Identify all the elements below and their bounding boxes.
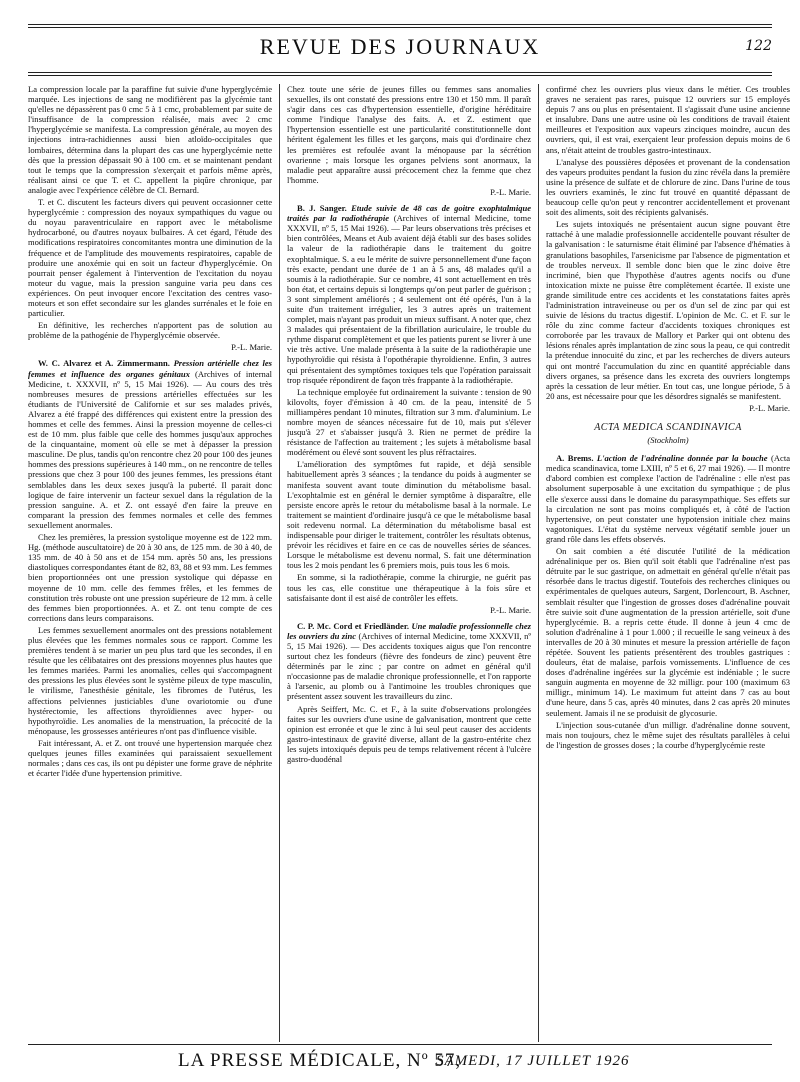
column-3 xyxy=(546,84,790,1042)
journal-section-title: REVUE DES JOURNAUX xyxy=(259,34,541,59)
paragraph: Chez les premières, la pression systolique moyenne est de 122 mm. Hg. (méthode auscultatoire) de 20 à 30 ans, de 125 mm. de 30 à 40, de 135 mm. de 40 à 50 ans et de 154 mm. après 50 ans, les pressions diastoliques correspondantes étant de 82, 83, 88 et 93 mm. Les femmes bien proportionnées ont une pression systolique qui dépasse en moyenne de 10 mm. celle des femmes frêles, et les femmes de constitution très robuste ont une pression supérieure de 12 mm. à celle des femmes bien proportionnées. A. et Z. ont tenu compte de ces corrections dans leurs comparaisons. xyxy=(28,532,272,623)
paragraph: Les femmes sexuellement anormales ont des pressions notablement plus élevées que les femmes normales sous ce rapport. Comme les premières tendent à se marier un peu plus tard que les secondes, il en résulte que les célibataires ont des pressions moyennes plus hautes que les femmes mariées. Parmi les anomalies, celles qui s'accompagnent des pressions les plus élevées sont le système pileux de type masculin, le virilisme, l'anesthésie génitale, les fibromes de l'utérus, les affections pelviennes justiciables d'une ovariotomie ou d'une hystérectomie, les affections thyroïdiennes avec hyper- ou hypothyroïdie. Les anomalies de la menstruation, la précocité de la ménopause, les grossesses antérieures n'ont pas d'influence visible. xyxy=(28,624,272,736)
article-body: (Archives of internal Medicine, tome XXXVII, nº 5, 15 Mai 1926). — Des accidents toxiques aigus que l'on rencontre surtout chez les fondeurs (fièvre des fondeurs de zinc) peuvent être déterminés par le zinc ; par contre on admet en général qu'il n'occasionne pas de maladie chronique professionnelle, et l'on rapporte à l'arsenic, au plomb ou à l'antimoine les troubles chroniques que présentent assez souvent les travailleurs du zinc. xyxy=(287,630,531,702)
paragraph: En somme, si la radiothérapie, comme la chirurgie, ne guérit pas tous les cas, elle constitue une thérapeutique à la fois sûre et satisfaisante dont il est aisé de contrôler les effets. xyxy=(287,572,531,603)
journal-heading: ACTA MEDICA SCANDINAVICA xyxy=(594,422,742,433)
column-2 xyxy=(287,84,531,1042)
author-signature: P.-L. Marie. xyxy=(490,604,531,615)
article-reference xyxy=(546,453,790,544)
article-body: (Archives of internal Medicine, t. XXXVII, nº 5, 15 Mai 1926). — Au cours des très nombreuses mesures de pressions artérielles effectuées sur les étudiants de l'Université de Californie et sur ses malades privés, Alvarez a été frappé des différences qui existent entre la pression des hommes et celle des femmes. Ainsi la pression moyenne de celles-ci est de 10 mm. plus faible que celle des hommes jusqu'aux approches de la cinquantaine, moment où elle se met à dépasser la pression masculine. De plus, tandis qu'on rencontre chez 20 pour 100 des jeunes hommes des pressions supérieures à 140 mm., on ne rencontre de telles pressions que chez 3 pour 100 des jeunes femmes, les pressions étant semblables dans les deux sexes jusqu'à la puberté. Il parait donc logique de faire intervenir un facteur sexuel dans la régulation de la pression sanguine. A. et Z. ont essayé d'en faire la preuve en comparant la pression des femmes normales et celle des femmes sexuellement anormales. xyxy=(28,368,272,530)
paragraph: T. et C. discutent les facteurs divers qui peuvent occasionner cette hyperglycémie : compression des noyaux sympathiques du vague ou du noyau paraventriculaire en rapport avec le métabolisme hydrocarboné, ou d'autres noyaux bulbaires. A cet égard, l'étude des modifications respiratoires concomitantes montra une diminution de la fréquence et de l'amplitude des mouvements respiratoires, capable de produire une anoxémie qui en soit un facteur d'hyperglycémie. On pourrait penser également à l'intervention de l'excitation du noyau moteur du vague, mais la pression sanguine varia peu dans ces expériences. On peut invoquer encore l'excitation des centres vaso-moteurs et son effet secondaire sur les glandes surrénales et le foie en particulier. xyxy=(28,197,272,319)
paragraph: La compression locale par la paraffine fut suivie d'une hyperglycémie marquée. Les injections de sang ne modifièrent pas la glycémie tant qu'elles ne dépassèrent pas 0 cmc 5 à 1 cmc, probablement par suite de l'insuffisance de la compression réalisée, mais avec 2 cmc l'hyperglycémie se manifesta. La compression générale, au moyen des injections intra-rachidiennes aussi bien atloïdo-occipitales que lombaires, détermina dans la plupart des cas une hyperglycémie nette dès que la pression dépassait 90 à 100 cm. et se maintenant pendant tout le temps que la compression s'exerçait et parfois même après, réalisant ainsi ce que T. et C. appellent la piqûre chronique, par analogie avec l'expérience célèbre de Cl. Bernard. xyxy=(28,84,272,195)
article-title: L'action de l'adrénaline donnée par la bouche xyxy=(596,453,768,464)
author-signature: P.-L. Marie. xyxy=(231,342,272,353)
article-body: (Acta medica scandinavica, tome LXIII, nº 5 et 6, 27 mai 1926). — Il montre d'abord combien est complexe l'action de l'adrénaline : elle n'est pas absolument superposable à une excitation du sympathique ; de plus elle s'exerce aussi dans le domaine du parasympathique. Ses effets sur la circulation ne sont pas moins compliqués et, à côté de l'action hypertensive, on peut constater une hypotension initiale chez mains vagotoniques. L'état du système nerveux végétatif semble jouer un grand rôle dans les effets observés. xyxy=(546,453,790,544)
paragraph: Chez toute une série de jeunes filles ou femmes sans anomalies sexuelles, ils ont constaté des pressions entre 130 et 150 mm. Il paraît s'agir dans ces cas d'hypertension essentielle, d'origine héréditaire comme l'indique l'analyse des faits. A. et Z. estiment que l'hypertension essentielle est une particularité constitutionnelle dont héritent également les filles et les garçons, mais qui d'ordinaire chez les premières est refoulée avant la ménopause par la sécrétion ovarienne ; mais lorsque les organes pelviens sont anormaux, la maladie peut apparaître aussi précocement chez la femme que chez l'homme. xyxy=(287,84,531,185)
column-divider xyxy=(538,84,539,1042)
paragraph: En définitive, les recherches n'apportent pas de solution au problème de la pathogénie de l'hyperglycémie observée. xyxy=(28,320,272,341)
paragraph: L'analyse des poussières déposées et provenant de la condensation des vapeurs produites pendant la fusion du zinc révéla dans la première usine la présence de sulfate et de chlorure de zinc. Dans l'urine de tous les ouvriers examinés, le zinc fut trouvé en quantité dépassant de beaucoup celle qu'on peut y rencontrer accidentellement et provenant soit des aliments, soit des récipients galvanisés. xyxy=(546,156,790,218)
author-signature: P.-L. Marie. xyxy=(490,186,531,197)
article-title: Pression artérielle chez les femmes et influence des organes génitaux xyxy=(28,358,272,379)
paragraph: Les sujets intoxiqués ne présentaient aucun signe pouvant être rattaché à une maladie professionnelle accidentelle pouvant résulter de la galvanisation : le saturnisme était éliminé par l'absence d'hématies à granulations basophiles, l'arsenicisme par l'absence de pigmentation et de troubles nerveux. Il semble donc bien que le zinc doive être incriminé, bien que l'hypothèse d'autres agents nocifs ou d'une intoxication mixte ne puisse être complètement écartée. Il existe une grande similitude entre ces accidents et les constatations faites après l'administration intraveineuse ou per os d'un sel de zinc par qui est suivie de lésions du tractus digestif. L'opinion de Mc. C. et F. sur le rôle du zinc comme facteur d'accidents toxiques chroniques est corroborée par les travaux de Mallory et Parker qui ont obtenu des lésions rénales après implantation de zinc sous la peau, ce qui contredit la prétendue innocuité du zinc, et par les recherches de divers auteurs qui ont montré l'accumulation du zinc en quantité appréciable dans divers organes, sa présence dans les excreta des ouvriers longtemps après la cessation de leur métier. En tout cas, une longue période, 5 à 20 ans, est nécessaire pour que les désordres signalés se manifestent. xyxy=(546,219,790,401)
article-author: A. Brems. xyxy=(556,453,594,464)
article-title: Une maladie professionnelle chez les ouvriers du zinc xyxy=(287,620,531,641)
article-author: W. C. Alvarez et A. Zimmermann. xyxy=(38,358,170,369)
journal-location: (Stockholm) xyxy=(647,435,689,446)
author-signature: P.-L. Marie. xyxy=(749,402,790,413)
article-author: C. P. Mc. Cord et Friedländer. xyxy=(297,620,409,631)
column-divider xyxy=(279,84,280,1042)
article-reference xyxy=(28,358,272,530)
article-body: (Archives of internal Medicine, tome XXXVII, nº 5, 15 Mai 1926). — Par leurs observations très précises et bien contrôlées, Means et Aub avaient déjà établi sur des bases solides la valeur de la radiothérapie dans le traitement du goitre exophtalmique. S. a eu le mérite de suivre personnellement d'une façon très exacte, pendant une durée de 1 an à 5 ans, 48 malades qu'il a soumis à la radiothérapie. Sur ce nombre, 41 sont actuellement en très bon état, et certains depuis si longtemps qu'on peut parler de guérison ; 3 sont simplement améliorés ; 4 seulement ont été opérés, l'un à la suite d'un traitement irrégulier, les 3 autres après un traitement complet, mais n'ayant pas produit un mieux suffisant. A noter que, chez 3 malades qui présentaient de la fibrillation auriculaire, le trouble du rythme disparut complètement et que les patients purent se livrer à une vie très active. Une malade présenta à la suite de la radiothérapie une hypothyroïdie qui résista à l'opothérapie thyroïdienne. Enfin, 3 autres qui présentaient des symptômes toxiques tels que l'opération paraissait trop risquée répondirent de façon très frappante à la radiothérapie. xyxy=(287,213,531,385)
footer-journal: LA PRESSE MÉDICALE, Nº 57, xyxy=(178,1050,462,1071)
article-reference xyxy=(287,203,531,385)
column-1 xyxy=(28,84,272,1042)
paragraph: L'amélioration des symptômes fut rapide, et déjà sensible habituellement après 3 séances ; la tendance du poids à augmenter se manifesta souvent avant toute diminution du métabolisme basal. L'exophtalmie est en général le dernier symptôme à disparaître, elle persiste encore après le retour du métabolisme basal à la normale. Le traitement se maintient d'ordinaire jusqu'à ce que le métabolisme basal soit redevenu normal. La détermination du métabolisme basal est indispensable pour diriger le traitement, contrôler les résultats obtenus, prévoir les récidives et faire en ce cas de nouvelles séries de séances. Lorsque le métabolisme est devenu normal, S. fait une détermination tous les 2 mois pendant les 6 premiers mois, puis tous les 6 mois. xyxy=(287,459,531,571)
page-header xyxy=(28,30,772,70)
article-title: Etude suivie de 48 cas de goitre exophtalmique traités par la radiothérapie xyxy=(287,203,531,224)
paragraph: La technique employée fut ordinairement la suivante : tension de 90 kilovolts, foyer d'émission à 40 cm. de la peau, intensité de 5 milliampères pendant 10 minutes, filtration sur 3 mm. d'aluminium. Le nombre moyen de séances nécessaire fut de 10, mais put s'élever jusqu'à 27 et s'abaisser jusqu'à 3. Rien ne permet de prédire la résistance de l'affection au traitement ; les sujets à métabolisme basal modérément ou élevé sont souvent les plus réfractaires. xyxy=(287,386,531,458)
footer-date: SAMEDI, 17 JUILLET 1926 xyxy=(436,1053,630,1069)
article-reference xyxy=(287,621,531,702)
paragraph: confirmé chez les ouvriers plus vieux dans le métier. Ces troubles graves ne seraient pas rares, puisque 12 ouvriers sur 15 employés depuis 7 ans ou plus en présentaient. Il s'agissait d'une usine ancienne et insalubre. Dans une autre usine où les conditions de travail étaient meilleures et l'exposition aux vapeurs zinciques moindre, aucun des ouvriers, qui, il est vrai, exerçaient leur profession depuis moins de 6 ans, n'était atteint de troubles gastro-intestinaux. xyxy=(546,84,790,155)
paragraph: Fait intéressant, A. et Z. ont trouvé une hypertension marquée chez quelques jeunes filles examinées qui paraissaient sexuellement normales ; dans ces cas, ils ont pu dépister une forme grave de néphrite et écarter l'idée d'une hypertension primitive. xyxy=(28,737,272,779)
article-author: B. J. Sanger. xyxy=(297,203,347,214)
page-number: 122 xyxy=(745,38,772,54)
paragraph: Après Seiffert, Mc. C. et F., à la suite d'observations prolongées faites sur les ouvriers d'une usine de galvanisation, montrent que cette opinion est erronée et que le zinc à lui seul peut causer des accidents gastro-intestinaux de gravité diverse, allant de la gastro-entérite chez les sujets intoxiqués depuis peu de temps relativement récent à l'ulcère gastro-duodénal xyxy=(287,703,531,764)
paragraph: L'injection sous-cutanée d'un milligr. d'adrénaline donne souvent, mais non toujours, chez le même sujet des résultats parallèles à celui de l'ingestion de grosses doses ; la courbe d'hyperglycémie reste xyxy=(546,719,790,750)
page-footer xyxy=(28,1050,772,1076)
paragraph: On sait combien a été discutée l'utilité de la médication adrénalinique per os. Bien qu'il soit établi que l'adrénaline n'est pas détruite par le suc gastrique, on admettait en général qu'elle n'était pas résorbée dans le tractus digestif. Toutefois des recherches cliniques ou expérimentales de quelques auteurs, Sargent, Dorlencourt, B. Aschner, semblait résulter que l'ingestion de grosses doses d'adrénaline pouvait être suivie soit d'une augmentation de la pression artérielle, soit d'une hyperglycémie. B. a repris cette étude. Il donne à jeun 4 cmc de solution d'adrénaline à 1 pour 1.000 ; il recueille le sang veineux à des intervalles de 20 à 30 minutes et mesure la pression artérielle de façon répétée. Souvent les patients présentèrent des troubles gastriques : douleurs, état de malaise, parfois vomissements. L'influence de ces doses d'adrénaline ingérées sur la glycémie est indéniable ; le sucre sanguin augmenta en moyenne de 32 milligr. pour 100 (maximum 63 milligr., minimum 14). Le maximum fut atteint dans 7 cas au bout d'une heure, dans 5 cas, après 40 minutes, dans 2 cas après 20 minutes seulement. Jamais il ne se produisit de glycosurie. xyxy=(546,546,790,718)
